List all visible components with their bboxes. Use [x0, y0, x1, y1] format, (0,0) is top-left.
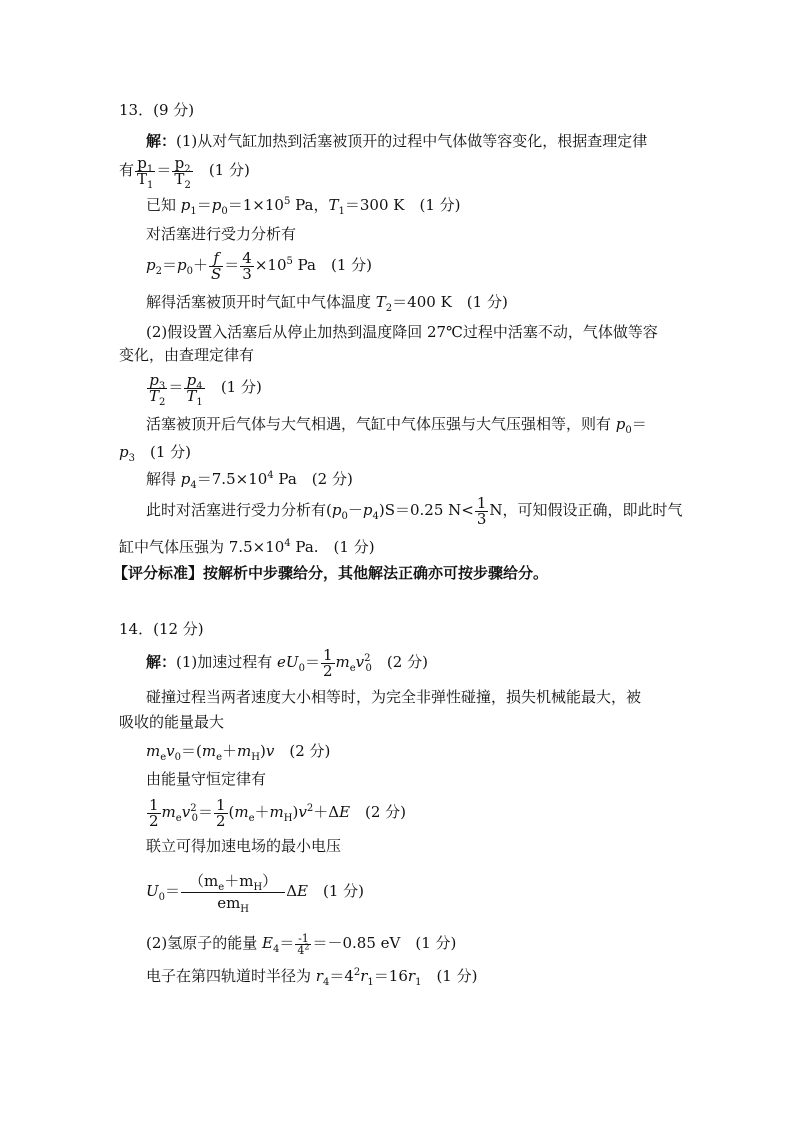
- q13-l4: 对活塞进行受力分析有: [146, 225, 297, 243]
- q14-l10-r: r: [315, 967, 323, 985]
- fraction-1-2: [321, 645, 335, 680]
- q14-l10-rs: 4: [322, 977, 330, 988]
- q13-l5-tail: ×10: [254, 256, 287, 274]
- q14-l10-bsup: 2: [353, 967, 361, 978]
- q14-l1-n: 1: [322, 645, 333, 664]
- q13-l9-n1: p: [149, 370, 159, 389]
- q13-l2-n1: p: [137, 153, 147, 172]
- q14-l8-score: (1 分): [307, 882, 365, 900]
- q14-l1-eq: ＝: [304, 653, 320, 671]
- q13-l10-p0s: 0: [625, 425, 632, 436]
- q13-l3-c: Pa，: [290, 196, 329, 214]
- q14-line-3: [119, 712, 224, 732]
- q14-l4-ds: e: [216, 752, 223, 763]
- q13-line-14: [119, 537, 375, 557]
- grading-standard: [113, 563, 548, 583]
- q13-l6-a: 解得活塞被顶开时气缸中气体温度: [146, 293, 376, 311]
- q13-l5-plus: ＋: [192, 256, 208, 274]
- q14-l9-b: ＝－0.85 eV (1 分): [312, 934, 457, 952]
- q14-l1-score: (2 分): [371, 653, 428, 671]
- q13-header: [119, 100, 194, 120]
- fraction-4-3: [240, 248, 254, 283]
- q13-l3-p1s: 1: [190, 206, 197, 217]
- q13-line-9: [146, 370, 262, 408]
- fraction-f-s: [209, 248, 223, 283]
- q13-l2-d2s: 2: [184, 179, 191, 191]
- q14-l5: 由能量守恒定律有: [146, 770, 267, 788]
- q13-l10-eq: ＝: [631, 415, 647, 433]
- q13-l13-b: )S＝0.25 N<: [378, 501, 474, 519]
- q13-l13-n: 1: [476, 493, 487, 512]
- solution-label: 解：: [146, 132, 177, 150]
- q14-l4-a: m: [146, 742, 161, 760]
- q14-l9-d: 4: [297, 943, 305, 957]
- q13-line-4: [146, 224, 296, 244]
- q14-line-6: [146, 797, 406, 829]
- q13-l12-a: 解得: [146, 470, 181, 488]
- q14-l4-bs: 0: [174, 752, 182, 763]
- q14-l8-nums: e: [218, 881, 225, 893]
- q14-l3: 吸收的能量最大: [119, 713, 225, 731]
- q14-l4-b: v: [166, 742, 175, 760]
- q13-l11-p3: p: [119, 443, 129, 461]
- q13-l13-p4: p: [362, 501, 373, 519]
- q14-l6-c: (: [228, 803, 235, 821]
- q13-l13-p4s: 4: [372, 511, 379, 522]
- q14-l1-es: 0: [298, 663, 305, 674]
- q14-l10-a: 电子在第四轨道时半径为: [146, 967, 316, 985]
- q14-l8-dE: Δ: [286, 882, 298, 900]
- q14-l6-n1: 1: [149, 795, 159, 814]
- q13-l12-p4s: 4: [190, 480, 197, 491]
- q13-l9-n2: p: [186, 370, 197, 389]
- q14-l6-fs: H: [283, 813, 293, 824]
- q13-l13-p0: p: [331, 501, 342, 519]
- q13-l14: 缸中气体压强为 7.5×10: [119, 538, 285, 556]
- q13-line-1: [146, 131, 647, 151]
- q14-l9-eq: ＝: [279, 934, 295, 952]
- q14-l6-i: ＋Δ: [313, 803, 340, 821]
- q14-l4-score: (2 分): [274, 742, 331, 760]
- q14-l9-Es: 4: [272, 944, 280, 955]
- q14-l8-num: （m: [189, 871, 219, 890]
- q13-l8: 变化，由查理定律有: [119, 346, 255, 364]
- q13-line-8: [119, 345, 254, 365]
- q14-l6-a: m: [161, 803, 176, 821]
- q13-l12-p4: p: [180, 470, 191, 488]
- q14-l8-U: U: [146, 882, 159, 900]
- q14-line-10: [146, 966, 477, 986]
- q13-l5-p0s: 0: [186, 266, 193, 277]
- q14-l6-ds: e: [248, 813, 255, 824]
- q13-l2-n2s: 2: [184, 163, 191, 175]
- q13-l13-c: N，可知假设正确，即此时气: [489, 501, 683, 519]
- q14-l8-E: E: [297, 882, 308, 900]
- q14-l9-E: E: [262, 934, 273, 952]
- q14-l10-e: r: [407, 967, 416, 985]
- q13-l2-score: (1 分): [208, 161, 250, 179]
- q13-line-12: [146, 469, 353, 489]
- q13-l2-d1s: 1: [147, 179, 154, 191]
- q13-l5-p2: p: [146, 256, 156, 274]
- fraction-p2-t2: [172, 153, 192, 191]
- q13-l6-Ts: 2: [385, 303, 393, 314]
- q14-l1-ms: e: [349, 663, 356, 674]
- q14-l2: 碰撞过程当两者速度大小相等时，为完全非弹性碰撞，损失机械能最大，被: [146, 688, 642, 706]
- q13-l3-T: T: [328, 196, 339, 214]
- q14-l6-hsup: 2: [306, 803, 314, 814]
- q13-l2-d2: T: [174, 169, 185, 188]
- fraction-1-3: [475, 493, 489, 528]
- q14-l6-d2: 2: [215, 811, 226, 830]
- q13-line-5: [146, 250, 372, 282]
- q13-l11-score: (1 分): [134, 443, 192, 461]
- q14-l1-v: v: [355, 653, 365, 671]
- q13-l6-b: ＝400 K (1 分): [392, 293, 508, 311]
- q14-l6-n2: 1: [215, 795, 226, 814]
- fraction-1-2-a: [147, 795, 161, 830]
- q13-l11-p3s: 3: [128, 453, 135, 464]
- q13-l9-d1s: 2: [159, 396, 166, 408]
- q13-line-7: [146, 322, 658, 342]
- q13-l7: (2)假设置入活塞后从停止加热到温度降回 27℃过程中活塞不动，气体做等容: [146, 323, 658, 341]
- q14-l10-c: r: [360, 967, 368, 985]
- q13-l13-p0s: 0: [341, 511, 348, 522]
- q13-l10-a: 活塞被顶开后气体与大气相遇，气缸中气体压强与大气压强相等，则有: [146, 415, 616, 433]
- q13-l5-tail2: Pa (1 分): [292, 256, 373, 274]
- q13-l9-d1: T: [149, 386, 160, 405]
- q14-l8-num2: ＋m: [224, 871, 254, 890]
- q14-l1-vsup: 2: [364, 653, 371, 664]
- q14-l9-dsup: 2: [304, 941, 310, 951]
- q13-l3-Ts: 1: [338, 206, 345, 217]
- q14-l4-as: e: [160, 752, 167, 763]
- q14-line-9: [146, 930, 456, 956]
- q14-l1-d: 2: [322, 661, 333, 680]
- q14-header: [119, 619, 204, 639]
- q14-line-5: [146, 769, 266, 789]
- fraction-energy: [295, 933, 311, 956]
- q14-line-1: [146, 647, 428, 679]
- q13-l6-T: T: [375, 293, 386, 311]
- q13-l9-d2s: 1: [196, 396, 203, 408]
- q13-l9-score: (1 分): [220, 378, 262, 396]
- q13-l5-d: 3: [242, 264, 252, 283]
- q14-l4-e: ＋: [222, 742, 238, 760]
- q13-line-3: [146, 195, 461, 215]
- q14-l6-bs: 0: [191, 813, 198, 824]
- q14-l6-h: v: [298, 803, 307, 821]
- q14-l4-f: m: [237, 742, 252, 760]
- fraction-p3-t2: [147, 370, 167, 408]
- q14-line-4: [146, 741, 330, 761]
- q14-l8-num3: ）: [262, 871, 278, 890]
- q13-l9-eq: ＝: [168, 378, 184, 396]
- q13-l5-n: 4: [242, 248, 252, 267]
- q14-l6-e: ＋: [254, 803, 270, 821]
- q13-line-1-text: (1)从对气缸加热到活塞被顶开的过程中气体做等容变化，根据查理定律: [176, 132, 648, 150]
- q14-line-7: [146, 836, 341, 856]
- q13-l3-b: ＝1×10: [227, 196, 284, 214]
- q14-header-text: 14．(12 分): [119, 620, 204, 638]
- q14-l10-d: ＝16: [373, 967, 408, 985]
- q13-l5-eq: ＝: [161, 256, 177, 274]
- q14-l8-num2s: H: [253, 881, 263, 893]
- fraction-mass-ratio: [181, 871, 285, 915]
- q14-l6-as: e: [175, 813, 182, 824]
- q14-l10-es: 1: [415, 977, 422, 988]
- q13-l10-p0: p: [615, 415, 626, 433]
- q13-l12-exp: 4: [267, 470, 274, 481]
- q13-line-11: [119, 442, 191, 462]
- q13-l5-eq2: ＝: [224, 256, 240, 274]
- q13-l9-n2s: 4: [196, 380, 203, 392]
- q14-l6-eq: ＝: [197, 803, 213, 821]
- q13-l14-tail: Pa. (1 分): [290, 538, 375, 556]
- q13-l3-a: 已知: [146, 196, 181, 214]
- q13-line-10: [146, 414, 647, 434]
- q14-l10-score: (1 分): [421, 967, 478, 985]
- q13-l5-fd: S: [211, 264, 222, 283]
- q13-l13-a: 此时对活塞进行受力分析有(: [146, 501, 332, 519]
- q13-l3-exp: 5: [283, 196, 291, 207]
- q13-l3-p0: p: [211, 196, 222, 214]
- q14-l10-b: ＝4: [329, 967, 354, 985]
- q13-line-2: [119, 153, 250, 191]
- q13-l2-n2: p: [174, 153, 185, 172]
- q14-line-8: [146, 871, 365, 915]
- q13-l2-n1s: 1: [146, 163, 154, 175]
- q14-line-2: [146, 687, 641, 707]
- q13-l5-fn: f: [209, 251, 223, 267]
- q14-l1-m: m: [335, 653, 350, 671]
- q14-solution-label: 解：: [146, 653, 177, 671]
- q13-line-13: [146, 495, 683, 527]
- q13-l3-p1: p: [180, 196, 191, 214]
- q14-l6-f: m: [269, 803, 284, 821]
- q14-l9-n: -1: [295, 933, 311, 945]
- q14-l4-fs: H: [251, 752, 261, 763]
- q14-l1-vs: 0: [365, 663, 372, 674]
- q14-l9-a: (2)氢原子的能量: [146, 934, 263, 952]
- q13-l5-p2s: 2: [155, 266, 162, 277]
- q14-l6-j: E: [339, 803, 351, 821]
- q14-l6-d1: 2: [149, 811, 159, 830]
- q14-l6-d: m: [234, 803, 249, 821]
- q13-l5-exp: 5: [286, 256, 293, 267]
- q14-l8-den: em: [217, 893, 241, 912]
- q13-l3-p0s: 0: [221, 206, 228, 217]
- q14-l8-eq: ＝: [165, 882, 181, 900]
- q14-l6-score: (2 分): [350, 803, 407, 821]
- q13-line-6: [146, 292, 508, 312]
- fraction-p4-t1: [184, 370, 204, 408]
- grading-text: 【评分标准】按解析中步骤给分，其他解法正确亦可按步骤给分。: [113, 564, 549, 582]
- q13-l9-d2: T: [186, 386, 197, 405]
- q13-l14-exp: 4: [284, 538, 291, 549]
- fraction-p1-t1: [135, 153, 155, 191]
- q14-l6-g: ): [292, 803, 299, 821]
- q14-l10-cs: 1: [367, 977, 374, 988]
- q13-l3-d: ＝300 K (1 分): [344, 196, 461, 214]
- q13-l5-p0: p: [177, 256, 187, 274]
- q14-l8-Us: 0: [158, 892, 166, 903]
- q14-l4-d: m: [201, 742, 217, 760]
- q14-l7: 联立可得加速电场的最小电压: [146, 837, 342, 855]
- q13-l13-d: 3: [476, 509, 487, 528]
- q13-l12-b: ＝7.5×10: [196, 470, 268, 488]
- q13-l3-eq1: ＝: [196, 196, 212, 214]
- q14-l4-h: v: [265, 742, 275, 760]
- q14-l6-b: v: [181, 803, 191, 821]
- q13-l9-n1s: 3: [158, 380, 166, 392]
- q13-l13-minus: －: [347, 501, 363, 519]
- q13-header-text: 13．(9 分): [119, 101, 195, 119]
- q13-l2-d1: T: [137, 169, 148, 188]
- q14-l6-bsup: 2: [190, 803, 197, 814]
- q13-l12-c: Pa (2 分): [273, 470, 353, 488]
- fraction-1-2-b: [214, 795, 228, 830]
- q14-l4-c: ＝(: [181, 742, 202, 760]
- q13-l2-eq: ＝: [156, 161, 172, 179]
- q14-l1-a: (1)加速过程有: [176, 653, 278, 671]
- q14-l1-e: eU: [277, 653, 299, 671]
- q13-l2-pre: 有: [119, 161, 135, 179]
- q14-l8-dens: H: [240, 903, 250, 915]
- q14-l4-g: ): [260, 742, 266, 760]
